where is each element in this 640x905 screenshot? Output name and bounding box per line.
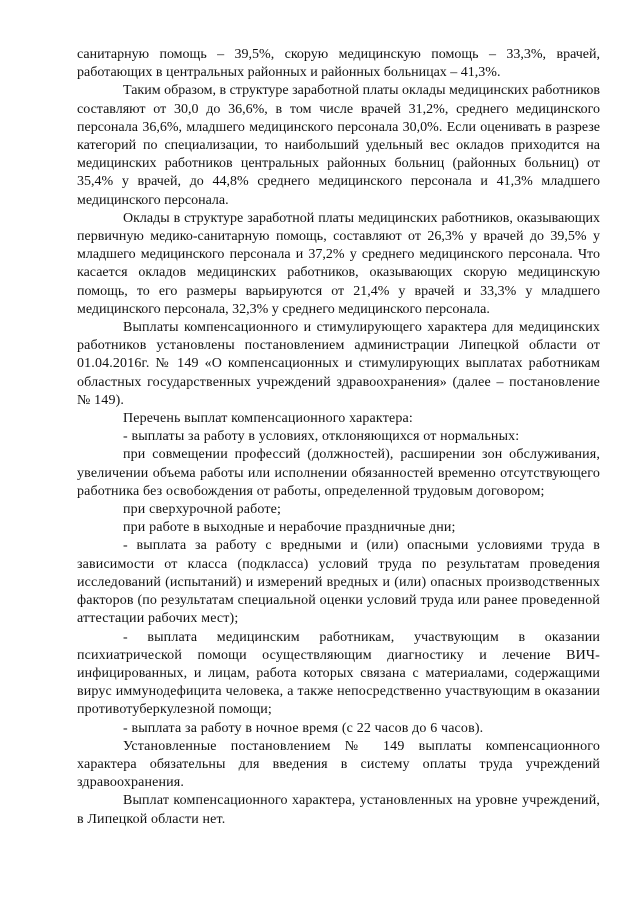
paragraph-13: Установленные постановлением № 149 выплаты компенсационного характера обязательны для введения в систему оплаты труда учреждений здравоохранения. (77, 738, 600, 791)
paragraph-11: - выплата медицинским работникам, участвующим в оказании психиатрической помощи осуществляющим диагностику и лечение ВИЧ-инфицированных, и лицам, работа которых связана с материалами, содержащими вирус иммунодефицита человека, а также непосредственно участвующим в оказании противотуберкулезной помощи; (77, 629, 600, 718)
paragraph-1: санитарную помощь – 39,5%, скорую медицинскую помощь – 33,3%, врачей, работающих в центральных районных и районных больницах – 41,3%. (77, 47, 600, 81)
paragraph-14: Выплат компенсационного характера, установленных на уровне учреждений, в Липецкой области нет. (77, 793, 600, 827)
paragraph-12: - выплата за работу в ночное время (с 22 часов до 6 часов). (123, 720, 484, 736)
paragraph-9: при работе в выходные и нерабочие праздничные дни; (123, 520, 456, 536)
paragraph-2: Таким образом, в структуре заработной платы оклады медицинских работников составляют от 30,0 до 36,6%, в том числе врачей 31,2%, среднего медицинского персонала 36,6%, младшего медицинского персонала 30,0%. Если оценивать в разрезе категорий по специализации, то наибольший удельный вес окладов приходится на медицинских работников центральных районных больниц (районных больниц) от 35,4% у врачей, до 44,8% среднего медицинского персонала и 41,3% младшего медицинского персонала. (77, 83, 600, 208)
paragraph-6: - выплаты за работу в условиях, отклоняющихся от нормальных: (123, 429, 520, 445)
paragraph-5: Перечень выплат компенсационного характера: (123, 411, 413, 427)
paragraph-10: - выплата за работу с вредными и (или) опасными условиями труда в зависимости от класса (подкласса) условий труда по результатам проведения исследований (испытаний) и измерений вредных и (или) опасных производственных факторов (по результатам специальной оценки условий труда или ранее проведенной аттестации рабочих мест); (77, 538, 600, 627)
paragraph-3: Оклады в структуре заработной платы медицинских работников, оказывающих первичную медико-санитарную помощь, составляют от 26,3% у врачей до 39,5% у младшего медицинского персонала и 37,2% у среднего медицинского персонала. Что касается окладов медицинских работников, оказывающих скорую медицинскую помощь, то его размеры варьируются от 21,4% у врачей и 33,3% у младшего медицинского персонала, 32,3% у среднего медицинского персонала. (77, 210, 600, 317)
paragraph-7: при совмещении профессий (должностей), расширении зон обслуживания, увеличении объема работы или исполнении обязанностей временно отсутствующего работника без освобождения от работы, определенной трудовым договором; (77, 447, 600, 499)
paragraph-4: Выплаты компенсационного и стимулирующего характера для медицинских работников установлены постановлением администрации Липецкой области от 01.04.2016г. № 149 «О компенсационных и стимулирующих выплатах работникам областных государственных учреждений здравоохранения» (далее – постановление № 149). (77, 320, 600, 408)
paragraph-8: при сверхурочной работе; (123, 502, 282, 518)
